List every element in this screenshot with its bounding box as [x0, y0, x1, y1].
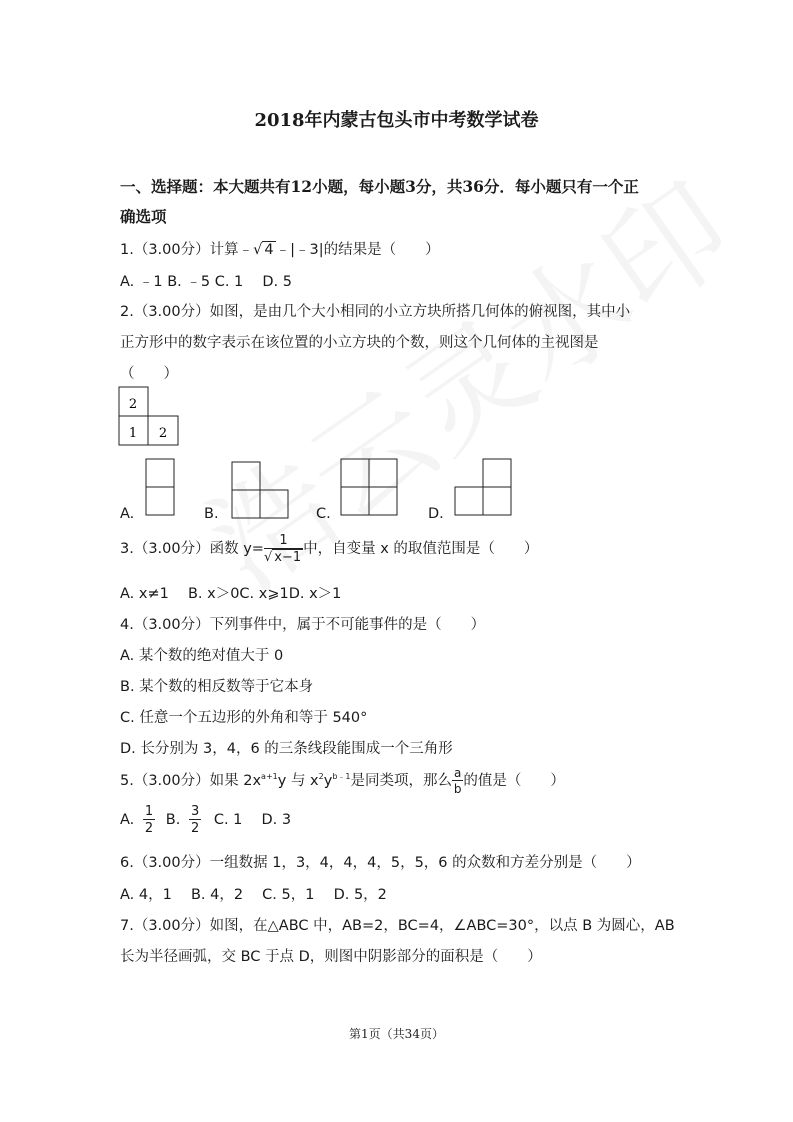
section-heading: 一、选择题：本大题共有12小题，每小题3分，共36分．每小题只有一个正: [120, 177, 639, 196]
option-a-figure: [145, 458, 177, 520]
q4-option-c: C. 任意一个五边形的外角和等于 540°: [120, 710, 368, 726]
question-2-line3: （ ）: [120, 366, 178, 382]
q5-opt-a-n: 1: [144, 804, 154, 819]
page-footer: 第1页（共34页）: [349, 1027, 444, 1041]
q5-opt-b-label: B.: [165, 812, 181, 828]
q5-prefix: 5.（3.00分）如果 2x: [120, 773, 262, 789]
q3-prefix: 3.（3.00分）函数 y=: [120, 541, 264, 557]
q5-opt-a-frac: [143, 805, 155, 835]
question-2-line1: 2.（3.00分）如图，是由几个大小相同的小立方块所搭几何体的俯视图，其中小: [120, 304, 631, 320]
q5-mid2: y: [323, 773, 333, 789]
option-d-label: D.: [428, 506, 444, 522]
grid-top: 2: [128, 397, 138, 412]
q5-tail: 的值是（ ）: [463, 773, 565, 789]
option-c-label: C.: [316, 506, 331, 522]
q5-opt-rest: C. 1 D. 3: [213, 812, 292, 828]
grid-bottom-right: 2: [158, 426, 168, 441]
q5-opt-b-frac: [189, 805, 201, 835]
q5-exp1: a+1: [261, 772, 278, 781]
grid-bottom-left: 1: [128, 426, 138, 441]
q6-options: A. 4，1 B. 4，2 C. 5，1 D. 5，2: [120, 887, 387, 903]
q5-frac-n: a: [454, 766, 462, 780]
q3-options: A. x≠1 B. x＞0C. x⩾1D. x＞1: [120, 586, 342, 602]
q5-mid1: y 与 x: [277, 773, 319, 789]
q5-opt-a-d: 2: [144, 821, 154, 836]
q3-numerator: 1: [264, 534, 303, 549]
q4-option-b: B. 某个数的相反数等于它本身: [120, 679, 314, 695]
option-b-label: B.: [204, 506, 219, 522]
q1-options: A. ﹣1 B. ﹣5 C. 1 D. 5: [120, 274, 293, 290]
question-5: [120, 762, 565, 796]
question-1: [120, 238, 440, 259]
q1-suffix: ﹣|﹣3|的结果是（ ）: [275, 242, 440, 258]
q5-exp3: b﹣1: [332, 772, 351, 781]
section-heading-cont: 确选项: [120, 207, 167, 226]
q5-exp2: 2: [318, 772, 324, 781]
question-2-line2: 正方形中的数字表示在该位置的小立方块的个数，则这个几何体的主视图是: [120, 335, 599, 351]
q5-suffix: 是同类项，那么: [350, 773, 452, 789]
q5-options: [120, 804, 291, 836]
q5-frac-d: b: [453, 782, 462, 796]
top-view-figure: [118, 386, 182, 448]
option-b-figure: [231, 461, 291, 521]
q4-option-a: A. 某个数的绝对值大于 0: [120, 648, 284, 664]
q1-prefix: 1.（3.00分）计算﹣: [120, 242, 254, 258]
question-4: 4.（3.00分）下列事件中，属于不可能事件的是（ ）: [120, 617, 486, 633]
option-c-figure: [340, 458, 400, 520]
sqrt-symbol: √: [263, 550, 273, 565]
option-d-figure: [454, 458, 516, 520]
q5-opt-b-n: 3: [190, 804, 200, 819]
question-6: 6.（3.00分）一组数据 1，3，4，4，4，5，5，6 的众数和方差分别是（ ）: [120, 855, 641, 871]
q3-denominator: x−1: [274, 550, 302, 565]
q5-opt-a-label: A.: [120, 812, 135, 828]
page-title: 2018年内蒙古包头市中考数学试卷: [254, 110, 539, 131]
option-a-label: A.: [120, 506, 135, 522]
q5-fraction: [452, 767, 463, 795]
q5-opt-b-d: 2: [190, 821, 200, 836]
question-7-line2: 长为半径画弧，交 BC 于点 D，则图中阴影部分的面积是（ ）: [120, 949, 542, 965]
q4-option-d: D. 长分别为 3，4，6 的三条线段能围成一个三角形: [120, 741, 453, 757]
question-7-line1: 7.（3.00分）如图，在△ABC 中，AB=2，BC=4，∠ABC=30°，以点 B 为圆心，AB: [120, 918, 675, 934]
sqrt-symbol: √: [253, 242, 263, 258]
q3-fraction: [264, 534, 303, 564]
q1-radicand: 4: [264, 242, 274, 258]
question-3: [120, 534, 538, 564]
q3-suffix: 中，自变量 x 的取值范围是（ ）: [303, 541, 539, 557]
